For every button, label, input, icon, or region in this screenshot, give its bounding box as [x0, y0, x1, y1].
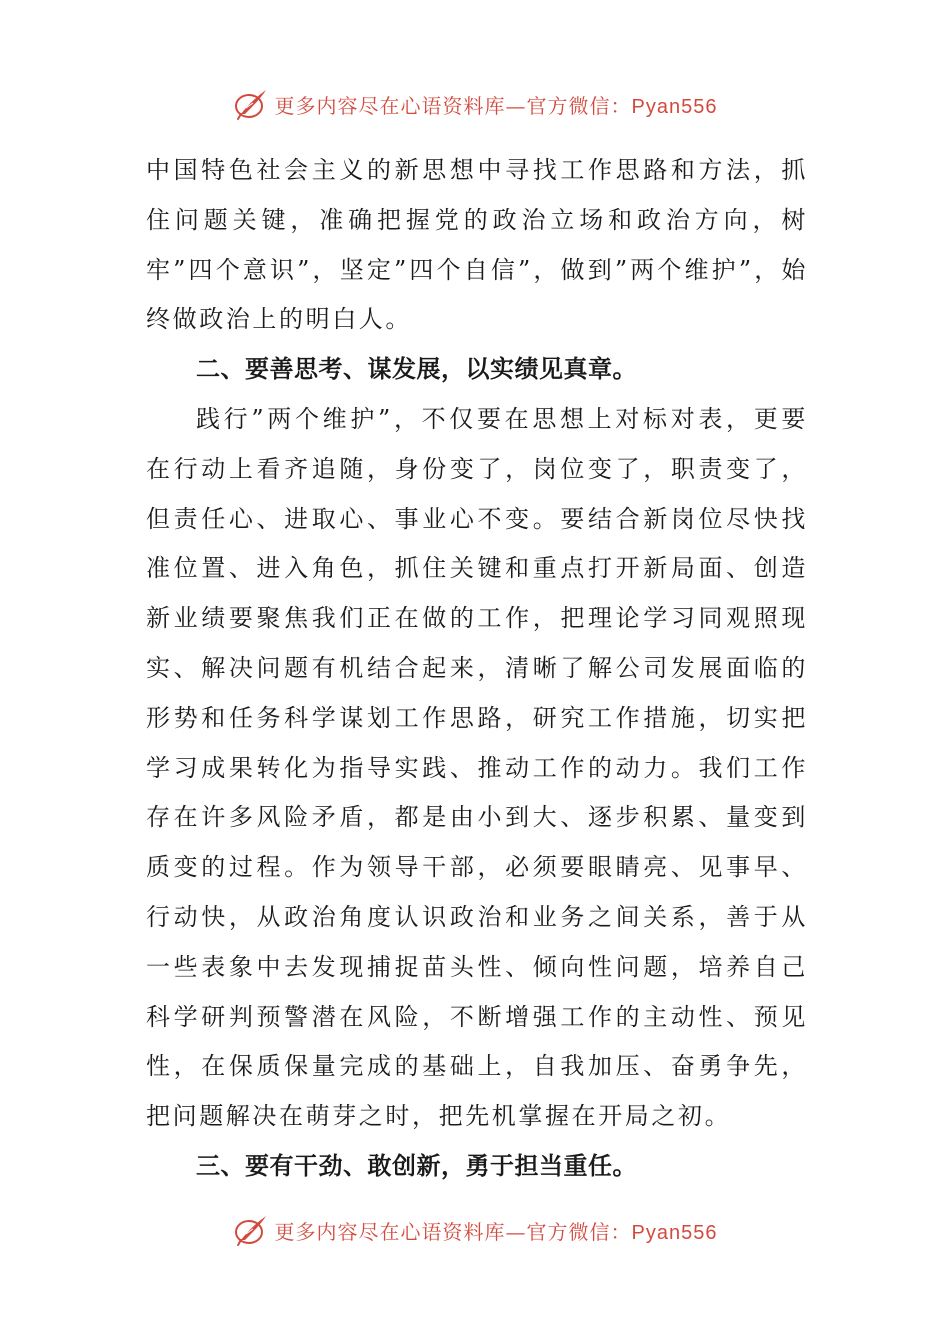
header-wechat-id: Pyan556	[631, 95, 718, 118]
section-heading-3: 三、要有干劲、敢创新，勇于担当重任。	[196, 1151, 637, 1180]
quill-pen-logo-icon	[233, 1212, 269, 1248]
paragraph-2: 践行”两个维护”，不仅要在思想上对标对表，更要在行动上看齐追随，身份变了，岗位变了，职责变了，但责任心、进取心、事业心不变。要结合新岗位尽快找准位置、进入角色，抓住关键和重点打开新局面、创造新业绩要聚焦我们正在做的工作，把理论学习同观照现实、解决问题有机结合起来，清晰了解公司发展面临的形势和任务科学谋划工作思路，研究工作措施，切实把学习成果转化为指导实践、推动工作的动力。我们工作存在许多风险矛盾，都是由小到大、逐步积累、量变到质变的过程。作为领导干部，必须要眼睛亮、见事早、行动快，从政治角度认识政治和业务之间关系，善于从一些表象中去发现捕捉苗头性、倾向性问题，培养自己科学研判预警潜在风险，不断增强工作的主动性、预见性，在保质保量完成的基础上，自我加压、奋勇争先，把问题解决在萌芽之时，把先机掌握在开局之初。	[146, 404, 808, 1131]
footer-banner	[0, 1208, 950, 1252]
section-heading-2: 二、要善思考、谋发展，以实绩见真章。	[196, 355, 637, 384]
document-body	[146, 146, 808, 1192]
header-banner-text: 更多内容尽在心语资料库—官方微信：Pyan556	[274, 93, 718, 118]
quill-pen-logo-icon	[233, 86, 269, 122]
paragraph-1: 中国特色社会主义的新思想中寻找工作思路和方法，抓住问题关键，准确把握党的政治立场和政治方向，树牢”四个意识”，坚定”四个自信”，做到”两个维护”，始终做政治上的明白人。	[146, 156, 808, 334]
footer-banner-text: 更多内容尽在心语资料库—官方微信：Pyan556	[274, 1219, 718, 1244]
header-banner	[0, 82, 950, 126]
footer-wechat-id: Pyan556	[631, 1221, 718, 1244]
